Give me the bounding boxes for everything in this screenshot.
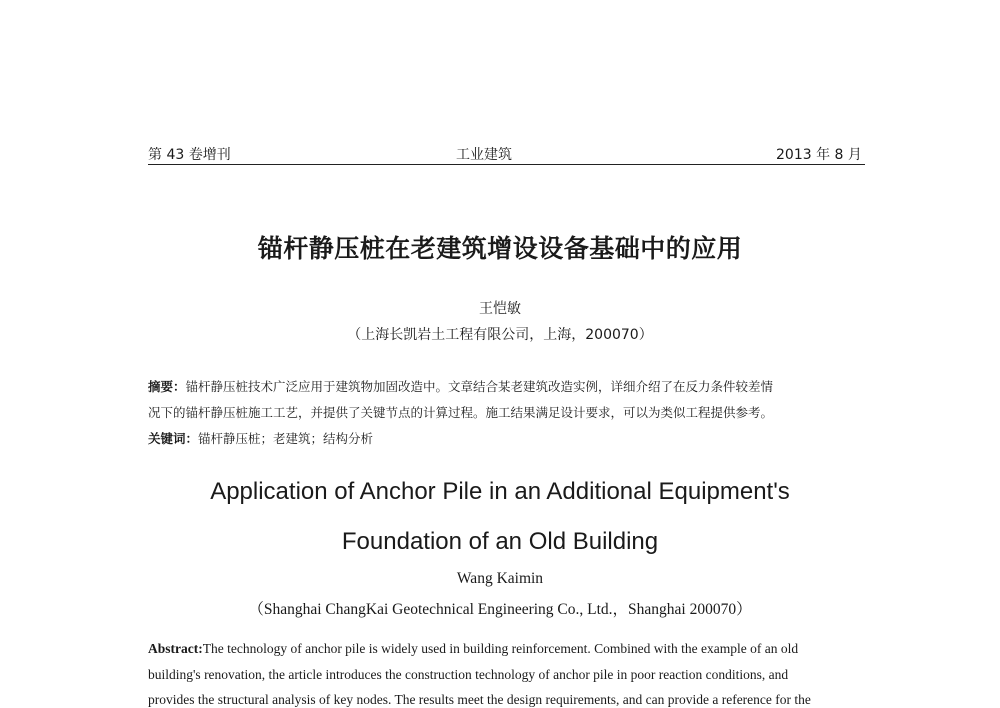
cn-keywords-label: 关键词： <box>148 431 199 446</box>
en-author: Wang Kaimin <box>456 570 544 587</box>
en-abstract-line <box>148 641 798 657</box>
header-rule <box>148 164 865 165</box>
cn-abstract-label: 摘要： <box>148 379 186 394</box>
en-abstract-text: building's renovation, the article introduces the construction technology of anchor pile in poor reaction conditions, and <box>148 667 789 682</box>
en-abstract-line <box>148 667 788 683</box>
cn-author: 王恺敏 <box>479 301 521 317</box>
header-date: 2013 年 8 月 <box>776 147 862 163</box>
header-journal: 工业建筑 <box>456 147 512 163</box>
en-affiliation: （Shanghai ChangKai Geotechnical Engineering Co., Ltd.，Shanghai 200070） <box>248 601 752 618</box>
cn-title: 锚杆静压桩在老建筑增设设备基础中的应用 <box>257 234 743 263</box>
cn-keywords-text: 锚杆静压桩；老建筑；结构分析 <box>198 431 374 446</box>
en-abstract-line <box>148 692 811 708</box>
en-title-line2: Foundation of an Old Building <box>341 528 659 555</box>
cn-affiliation: （上海长凯岩土工程有限公司，上海，200070） <box>347 327 653 343</box>
cn-abstract-line <box>148 377 773 395</box>
cn-keywords-line <box>148 429 373 447</box>
cn-abstract-line <box>148 403 773 421</box>
en-abstract-label: Abstract: <box>148 641 203 656</box>
header-volume: 第 43 卷增刊 <box>148 147 231 163</box>
cn-abstract-text: 锚杆静压桩技术广泛应用于建筑物加固改造中。文章结合某老建筑改造实例，详细介绍了在反力条件较差情 <box>185 379 774 394</box>
en-abstract-text: provides the structural analysis of key nodes. The results meet the design requirements, and can provide a reference for the <box>148 692 811 707</box>
en-title-line1: Application of Anchor Pile in an Additional Equipment's <box>210 478 790 505</box>
cn-abstract-text: 况下的锚杆静压桩施工工艺，并提供了关键节点的计算过程。施工结果满足设计要求，可以为类似工程提供参考。 <box>148 405 774 420</box>
en-abstract-text: The technology of anchor pile is widely used in building reinforcement. Combined with the example of an old <box>202 641 799 656</box>
